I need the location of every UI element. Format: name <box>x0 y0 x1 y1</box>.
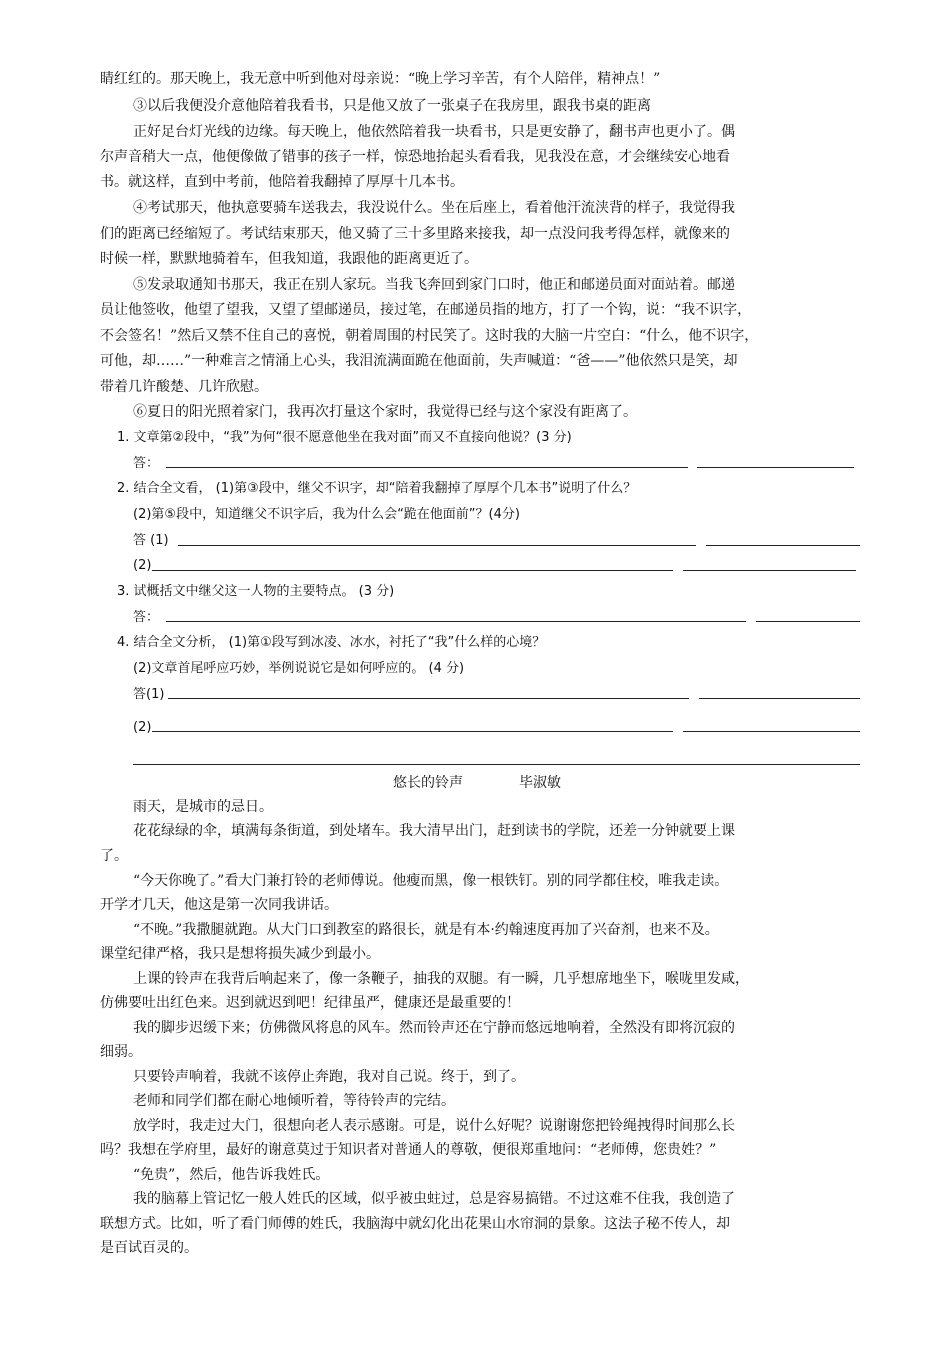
answer-line[interactable] <box>152 731 673 732</box>
text-line: ⑤发录取通知书那天，我正在别人家玩。当我飞奔回到家门口时，他正和邮递员面对面站着。邮递 <box>133 277 735 293</box>
text-line: 细弱。 <box>100 1044 142 1060</box>
answer-label-3: 答： <box>133 610 160 625</box>
text-line: 们的距离已经缩短了。考试结束那天，他又骑了三十多里路来接我，却一点没问我考得怎样，就像来的 <box>100 226 730 242</box>
question-4a: 4. 结合全文分析， (1)第①段写到冰凌、冰水，衬托了“我”什么样的心境？ <box>117 635 546 650</box>
article-author: 毕淑敏 <box>519 775 561 791</box>
answer-label-2a: 答 (1) <box>133 533 169 548</box>
question-1: 1. 文章第②段中，“我”为何“很不愿意他坐在我对面”而又不直接向他说？(3 分) <box>117 430 572 445</box>
question-4b: (2)文章首尾呼应巧妙，举例说说它是如何呼应的。 (4 分) <box>133 661 465 676</box>
answer-label-2b: (2) <box>133 558 152 573</box>
answer-line[interactable] <box>683 731 860 732</box>
text-line: 放学时，我走过大门，很想向老人表示感谢。可是，说什么好呢？说谢谢您把铃绳拽得时间那么长 <box>133 1118 735 1134</box>
answer-line[interactable] <box>166 467 688 468</box>
answer-line[interactable] <box>706 545 860 546</box>
answer-line[interactable] <box>756 621 860 622</box>
answer-label-1: 答： <box>133 456 160 471</box>
text-line: 睛红红的。那天晚上，我无意中听到他对母亲说：“晚上学习辛苦，有个人陪伴，精神点！” <box>100 71 661 87</box>
text-line: 带着几许酸楚、几许欣慰。 <box>100 379 268 395</box>
text-line: 时候一样，默默地骑着车，但我知道，我跟他的距离更近了。 <box>100 251 478 267</box>
text-line: 花花绿绿的伞，填满每条街道，到处堵车。我大清早出门，赶到读书的学院，还差一分钟就要上课 <box>133 823 735 839</box>
text-line: 开学才几天，他这是第一次同我讲话。 <box>100 897 338 913</box>
text-line: 联想方式。比如，听了看门师傅的姓氏，我脑海中就幻化出花果山水帘洞的景象。这法子秘不传人，却 <box>100 1216 730 1232</box>
text-line: ④考试那天，他执意要骑车送我去，我没说什么。坐在后座上，看着他汗流浃背的样子，我觉得我 <box>133 200 735 216</box>
text-line: 我的脚步迟缓下来；仿佛微风将息的风车。然而铃声还在宁静而悠远地响着，全然没有即将沉寂的 <box>133 1020 735 1036</box>
text-line: 书。就这样，直到中考前，他陪着我翻掉了厚厚十几本书。 <box>100 174 464 190</box>
question-2b: (2)第⑤段中，知道继父不识字后，我为什么会“跪在他面前”？(4分) <box>133 507 520 522</box>
text-line: “今天你晚了。”看大门兼打铃的老师傅说。他瘦而黑，像一根铁钉。别的同学都住校，唯我走读。 <box>133 873 729 889</box>
answer-label-4a: 答(1) <box>133 687 165 702</box>
question-3: 3. 试概括文中继父这一人物的主要特点。 (3 分) <box>117 584 395 599</box>
article-title: 悠长的铃声 <box>393 775 463 791</box>
text-line: 课堂纪律严格，我只是想将损失减少到最小。 <box>100 946 380 962</box>
answer-line[interactable] <box>699 698 860 699</box>
text-line: ③以后我便没介意他陪着我看书，只是他又放了一张桌子在我房里，跟我书桌的距离 <box>133 98 651 114</box>
text-line: 我的脑幕上管记忆一般人姓氏的区域，似乎被虫蛀过，总是容易搞错。不过这难不住我，我创造了 <box>133 1191 735 1207</box>
text-line: 正好足台灯光线的边缘。每天晚上，他依然陪着我一块看书，只是更安静了，翻书声也更小了。偶 <box>133 124 735 140</box>
text-line: 不会签名！”然后又禁不住自己的喜悦，朝着周围的村民笑了。这时我的大脑一片空白：“什么，他不识字， <box>100 328 759 344</box>
text-line: 上课的铃声在我背后响起来了，像一条鞭子，抽我的双腿。有一瞬，几乎想席地坐下，喉咙里发咸， <box>133 971 749 987</box>
text-line: 老师和同学们都在耐心地倾听着，等待铃声的完结。 <box>133 1093 455 1109</box>
answer-line[interactable] <box>178 545 696 546</box>
text-line: “免贵”，然后，他告诉我姓氏。 <box>133 1167 330 1183</box>
answer-line[interactable] <box>152 570 673 571</box>
answer-line[interactable] <box>166 621 746 622</box>
text-line: 是百试百灵的。 <box>100 1240 198 1256</box>
text-line: 尔声音稍大一点，他便像做了错事的孩子一样，惊恐地抬起头看看我，见我没在意，才会继续安心地看 <box>100 149 730 165</box>
text-line: 了。 <box>100 848 128 864</box>
text-line: ⑥夏日的阳光照着家门，我再次打量这个家时，我觉得已经与这个家没有距离了。 <box>133 404 637 420</box>
question-2a: 2. 结合全文看， (1)第③段中，继父不识字，却“陪着我翻掉了厚厚个几本书”说明了什么？ <box>117 481 637 496</box>
answer-line[interactable] <box>697 467 854 468</box>
text-line: 员让他签收，他望了望我，又望了望邮递员，接过笔，在邮递员指的地方，打了一个钩，说：“我不识字， <box>100 302 752 318</box>
answer-line[interactable] <box>133 764 860 765</box>
text-line: “不晚。”我撒腿就跑。从大门口到教室的路很长，就是有本·约翰速度再加了兴奋剂，也来不及。 <box>133 922 719 938</box>
text-line: 可他，却……”一种难言之情涌上心头，我泪流满面跪在他面前，失声喊道：“爸——”他依然只是笑，却 <box>100 353 738 369</box>
text-line: 只要铃声响着，我就不该停止奔跑，我对自己说。终于，到了。 <box>133 1069 525 1085</box>
text-line: 仿佛要吐出红色来。迟到就迟到吧！纪律虽严，健康还是最重要的！ <box>100 995 520 1011</box>
text-line: 吗？我想在学府里，最好的谢意莫过于知识者对普通人的尊敬，便很郑重地问：“老师傅，您贵姓？” <box>100 1142 717 1158</box>
answer-label-4b: (2) <box>133 720 152 735</box>
text-line: 雨天，是城市的忌日。 <box>133 799 273 815</box>
answer-line[interactable] <box>683 570 856 571</box>
answer-line[interactable] <box>168 698 689 699</box>
